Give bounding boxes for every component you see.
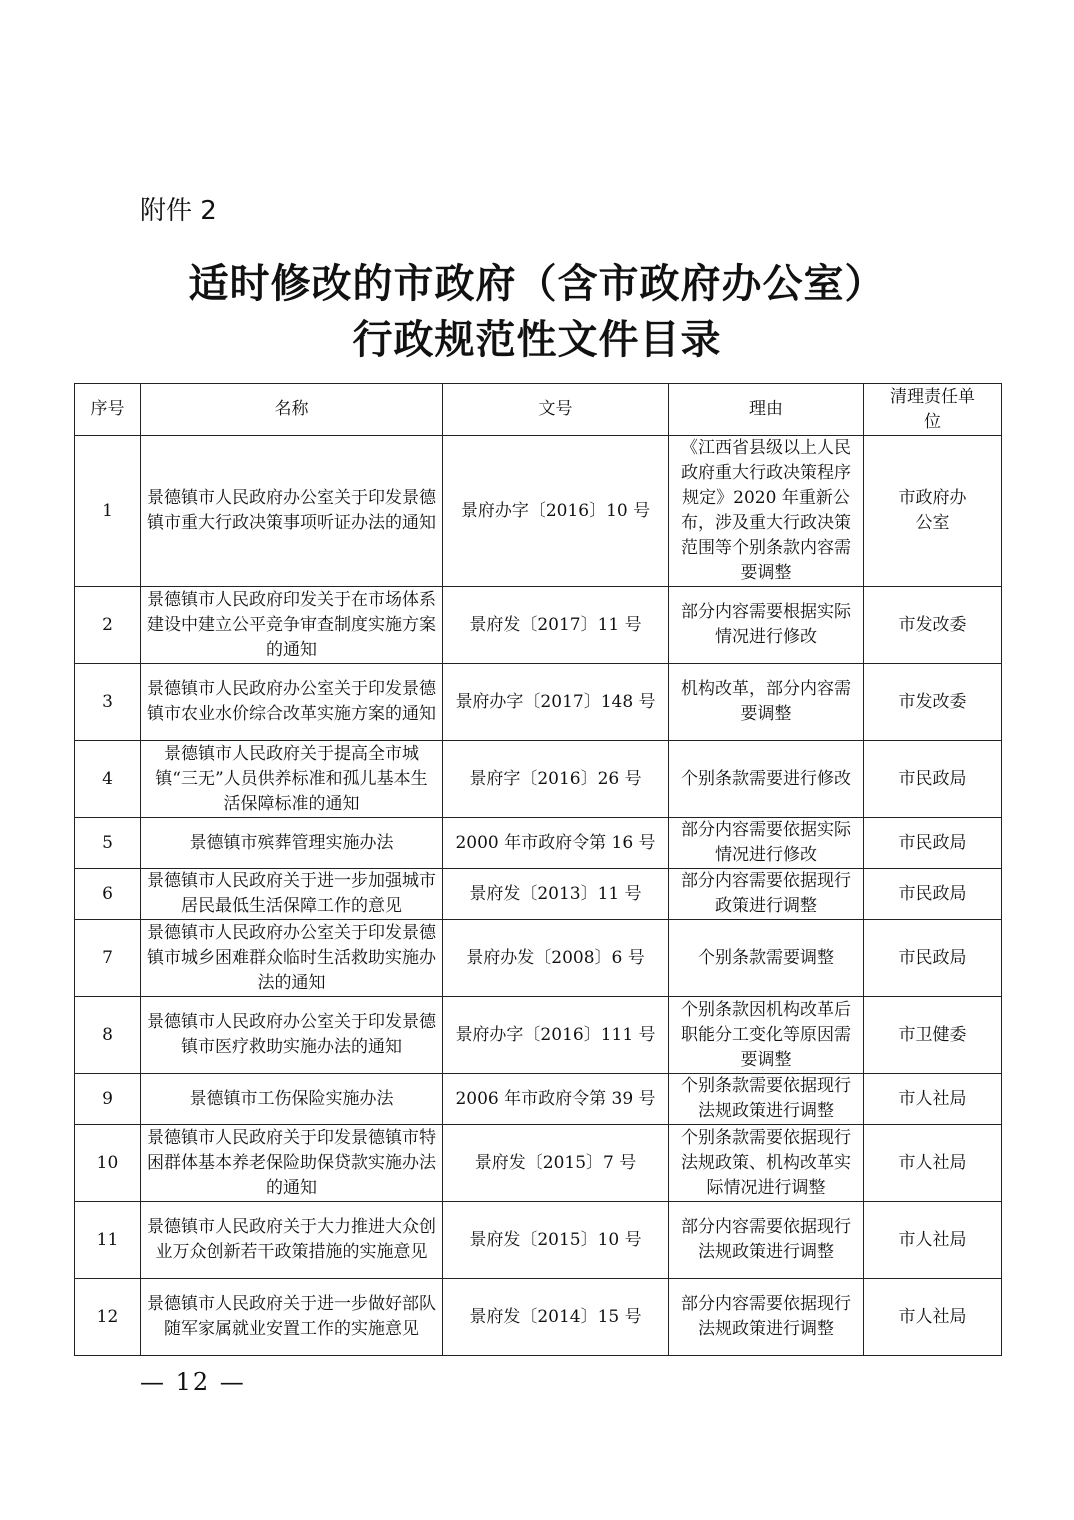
- cell-name: 景德镇市人民政府办公室关于印发景德镇市重大行政决策事项听证办法的通知: [141, 436, 443, 587]
- header-no: 序号: [75, 384, 141, 436]
- cell-unit: 市民政局: [864, 818, 1002, 869]
- header-reason: 理由: [669, 384, 864, 436]
- document-table: [74, 383, 1002, 1356]
- cell-reason: 部分内容需要根据实际情况进行修改: [669, 587, 864, 664]
- document-title-line2: 行政规范性文件目录: [352, 316, 722, 363]
- page-number: — 12 —: [140, 1368, 246, 1396]
- cell-no: 11: [75, 1202, 141, 1279]
- cell-reason: 部分内容需要依据现行法规政策进行调整: [669, 1202, 864, 1279]
- cell-no: 4: [75, 741, 141, 818]
- table-row: [75, 664, 1002, 741]
- cell-name: 景德镇市人民政府办公室关于印发景德镇市城乡困难群众临时生活救助实施办法的通知: [141, 920, 443, 997]
- table-row: [75, 997, 1002, 1074]
- document-title-line1: 适时修改的市政府（含市政府办公室）: [188, 260, 886, 307]
- cell-unit: 市民政局: [864, 741, 1002, 818]
- cell-doc-no: 2006 年市政府令第 39 号: [443, 1074, 669, 1125]
- cell-name: 景德镇市人民政府办公室关于印发景德镇市农业水价综合改革实施方案的通知: [141, 664, 443, 741]
- cell-reason: 个别条款需要调整: [669, 920, 864, 997]
- cell-no: 12: [75, 1279, 141, 1356]
- cell-unit: 市发改委: [864, 664, 1002, 741]
- cell-no: 1: [75, 436, 141, 587]
- cell-doc-no: 景府发〔2014〕15 号: [443, 1279, 669, 1356]
- cell-no: 10: [75, 1125, 141, 1202]
- cell-reason: 《江西省县级以上人民政府重大行政决策程序规定》2020 年重新公布，涉及重大行政决策范围等个别条款内容需要调整: [669, 436, 864, 587]
- annex-label: 附件 2: [140, 196, 217, 226]
- cell-unit: 市人社局: [864, 1125, 1002, 1202]
- table-row: [75, 436, 1002, 587]
- cell-reason: 部分内容需要依据实际情况进行修改: [669, 818, 864, 869]
- cell-name: 景德镇市人民政府办公室关于印发景德镇市医疗救助实施办法的通知: [141, 997, 443, 1074]
- table-row: [75, 920, 1002, 997]
- cell-name: 景德镇市人民政府关于进一步做好部队随军家属就业安置工作的实施意见: [141, 1279, 443, 1356]
- cell-name: 景德镇市人民政府关于提高全市城镇“三无”人员供养标准和孤儿基本生活保障标准的通知: [141, 741, 443, 818]
- cell-unit: 市人社局: [864, 1074, 1002, 1125]
- cell-doc-no: 景府办字〔2016〕111 号: [443, 997, 669, 1074]
- cell-no: 6: [75, 869, 141, 920]
- cell-reason: 机构改革，部分内容需要调整: [669, 664, 864, 741]
- cell-unit: 市政府办公室: [864, 436, 1002, 587]
- table-row: [75, 1202, 1002, 1279]
- cell-reason: 部分内容需要依据现行政策进行调整: [669, 869, 864, 920]
- cell-doc-no: 景府办发〔2008〕6 号: [443, 920, 669, 997]
- table-row: [75, 1074, 1002, 1125]
- cell-unit: 市民政局: [864, 869, 1002, 920]
- cell-doc-no: 景府发〔2013〕11 号: [443, 869, 669, 920]
- cell-unit: 市人社局: [864, 1202, 1002, 1279]
- cell-doc-no: 景府发〔2017〕11 号: [443, 587, 669, 664]
- cell-no: 2: [75, 587, 141, 664]
- cell-reason: 个别条款需要进行修改: [669, 741, 864, 818]
- table-row: [75, 741, 1002, 818]
- cell-name: 景德镇市殡葬管理实施办法: [141, 818, 443, 869]
- cell-doc-no: 2000 年市政府令第 16 号: [443, 818, 669, 869]
- cell-doc-no: 景府办字〔2016〕10 号: [443, 436, 669, 587]
- cell-name: 景德镇市人民政府关于大力推进大众创业万众创新若干政策措施的实施意见: [141, 1202, 443, 1279]
- cell-reason: 个别条款因机构改革后职能分工变化等原因需要调整: [669, 997, 864, 1074]
- cell-reason: 个别条款需要依据现行法规政策进行调整: [669, 1074, 864, 1125]
- cell-doc-no: 景府发〔2015〕7 号: [443, 1125, 669, 1202]
- header-name: 名称: [141, 384, 443, 436]
- table-row: [75, 869, 1002, 920]
- cell-doc-no: 景府办字〔2017〕148 号: [443, 664, 669, 741]
- cell-unit: 市民政局: [864, 920, 1002, 997]
- cell-doc-no: 景府字〔2016〕26 号: [443, 741, 669, 818]
- table-row: [75, 1125, 1002, 1202]
- cell-reason: 部分内容需要依据现行法规政策进行调整: [669, 1279, 864, 1356]
- cell-no: 7: [75, 920, 141, 997]
- cell-name: 景德镇市人民政府关于印发景德镇市特困群体基本养老保险助保贷款实施办法的通知: [141, 1125, 443, 1202]
- cell-doc-no: 景府发〔2015〕10 号: [443, 1202, 669, 1279]
- header-doc-no: 文号: [443, 384, 669, 436]
- table-row: [75, 587, 1002, 664]
- cell-name: 景德镇市人民政府印发关于在市场体系建设中建立公平竞争审查制度实施方案的通知: [141, 587, 443, 664]
- table-header-row: [75, 384, 1002, 436]
- table-row: [75, 1279, 1002, 1356]
- cell-unit: 市卫健委: [864, 997, 1002, 1074]
- cell-name: 景德镇市人民政府关于进一步加强城市居民最低生活保障工作的意见: [141, 869, 443, 920]
- cell-no: 3: [75, 664, 141, 741]
- cell-no: 5: [75, 818, 141, 869]
- cell-no: 8: [75, 997, 141, 1074]
- cell-reason: 个别条款需要依据现行法规政策、机构改革实际情况进行调整: [669, 1125, 864, 1202]
- cell-unit: 市人社局: [864, 1279, 1002, 1356]
- cell-no: 9: [75, 1074, 141, 1125]
- table-row: [75, 818, 1002, 869]
- cell-name: 景德镇市工伤保险实施办法: [141, 1074, 443, 1125]
- header-unit: 清理责任单位: [864, 384, 1002, 436]
- cell-unit: 市发改委: [864, 587, 1002, 664]
